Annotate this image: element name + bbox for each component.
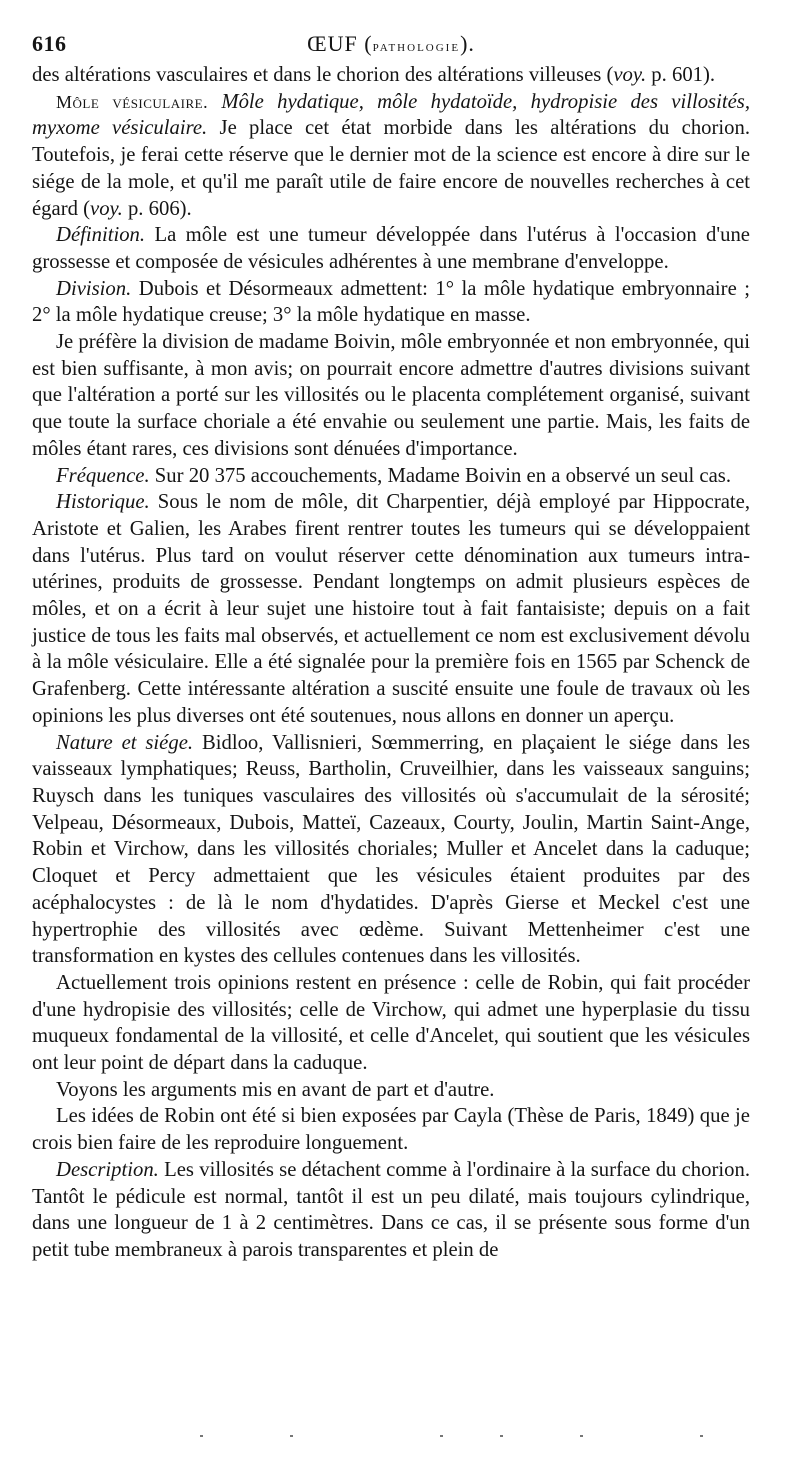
paragraph-lead: Historique. bbox=[56, 491, 150, 514]
paragraph-text: Je place cet état morbide dans les altérations du chorion. Toutefois, je ferai cette réserve que le dernier mot de la science est encore à dire sur le siége de la mole, et qu'il me paraît utile de faire encore de nouvelles recherches à cet égard ( bbox=[32, 117, 751, 220]
page-number: 616 bbox=[32, 31, 67, 56]
running-head-title: ŒUF bbox=[307, 31, 358, 56]
paragraph-robin bbox=[32, 1103, 750, 1156]
paragraph-nature-siege bbox=[32, 730, 750, 970]
paragraph-historique bbox=[32, 489, 750, 729]
paragraph-mole-vesiculaire bbox=[32, 89, 750, 223]
paragraph-text: Les villosités se détachent comme à l'ordinaire à la surface du chorion. Tantôt le pédicule est normal, tantôt il est un peu dilaté, mais toujours cylindrique, dans une longueur de 1 à 2 centimètres. Dans ce cas, il se présente sous forme d'un petit tube membraneux à parois transparentes et plein de bbox=[32, 1158, 750, 1261]
paragraph-frequence bbox=[32, 463, 750, 490]
section-heading: Môle vésiculaire. bbox=[56, 91, 209, 112]
cross-reference: voy. bbox=[90, 197, 123, 220]
speckle bbox=[580, 1435, 583, 1437]
paragraph-text: Les idées de Robin ont été si bien exposées par Cayla (Thèse de Paris, 1849) que je crois bien faire de les reproduire longuement. bbox=[32, 1105, 750, 1155]
paragraph-description bbox=[32, 1157, 750, 1264]
running-head bbox=[32, 26, 750, 65]
page-header bbox=[32, 26, 750, 62]
paragraph-text: La môle est une tumeur développée dans l'utérus à l'occasion d'une grossesse et composée de vésicules adhérentes à une membrane d'enveloppe. bbox=[32, 224, 750, 273]
speckle bbox=[440, 1435, 443, 1437]
paragraph-definition bbox=[32, 222, 750, 275]
paragraph-lead: Division. bbox=[56, 277, 132, 300]
paragraph-lead: Description. bbox=[56, 1158, 159, 1181]
scan-speckles bbox=[200, 1435, 720, 1441]
paragraph-opinions bbox=[32, 970, 750, 1077]
paragraph-lead: Définition. bbox=[56, 224, 146, 247]
running-head-paren-close: ). bbox=[460, 31, 475, 56]
paragraph-text: Sur 20 375 accouchements, Madame Boivin en a observé un seul cas. bbox=[149, 464, 732, 487]
book-page bbox=[32, 26, 750, 1446]
body-text bbox=[32, 62, 750, 1264]
speckle bbox=[290, 1435, 293, 1437]
paragraph-text: Sous le nom de môle, dit Charpentier, déjà employé par Hippocrate, Aristote et Galien, les Arabes firent rentrer toutes les tumeurs qui se développaient dans l'utérus. Plus tard on voulut réserver cette dénomination aux tumeurs intra-utérines, produits de grossesse. Pendant longtemps on admit plusieurs espèces de môles, et on a écrit à leur sujet une histoire tout à fait fantaisiste; depuis on a fait justice de tous les faits mal observés, et actuellement ce nom est exclusivement dévolu à la môle vésiculaire. Elle a été signalée pour la première fois en 1565 par Schenck de Grafenberg. Cette intéressante altération a suscité ensuite une foule de travaux où les opinions les plus diverses ont été soutenues, nous allons en donner un aperçu. bbox=[32, 491, 750, 727]
paragraph-continuation bbox=[32, 62, 750, 89]
paragraph-division bbox=[32, 276, 750, 329]
paragraph-lead: Nature et siége. bbox=[56, 731, 194, 754]
paragraph-lead: Fréquence. bbox=[56, 464, 150, 487]
paragraph-text: p. 601). bbox=[646, 64, 716, 86]
running-head-paren-open: ( bbox=[357, 31, 373, 56]
paragraph-text: des altérations vasculaires et dans le chorion des altérations villeuses ( bbox=[32, 64, 614, 86]
paragraph-text: p. 606). bbox=[122, 197, 192, 220]
paragraph-text: Actuellement trois opinions restent en présence : celle de Robin, qui fait procéder d'une hydropisie des villosités; celle de Virchow, qui admet une hyperplasie du tissu muqueux fondamental de la villosité, et celle d'Ancelet, qui soutient que les vésicules ont leur point de départ dans la caduque. bbox=[32, 971, 750, 1075]
cross-reference: voy. bbox=[613, 64, 647, 86]
paragraph-text: Bidloo, Vallisnieri, Sœmmerring, en plaçaient le siége dans les vaisseaux lymphatiques; Reuss, Bartholin, Cruveilhier, dans les vaisseaux sanguins; Ruysch dans les tuniques vasculaires des villosités où s'accumulait de la sérosité; Velpeau, Désormeaux, Dubois, Matteï, Cazeaux, Courty, Joulin, Martin Saint-Ange, Robin et Virchow, dans les villosités choriales; Muller et Ancelet dans la caduque; Cloquet et Percy admettaient que les vésicules étaient produites par des acéphalocystes : de là le nom d'hydatides. D'après Gierse et Meckel c'est une hypertrophie des villosités avec œdème. Suivant Mettenheimer c'est une transformation en kystes des cellules contenues dans les villosités. bbox=[32, 731, 750, 968]
running-head-section: pathologie bbox=[372, 39, 461, 55]
paragraph-text: Voyons les arguments mis en avant de part et d'autre. bbox=[56, 1078, 495, 1101]
speckle bbox=[200, 1435, 203, 1437]
paragraph-arguments bbox=[32, 1077, 750, 1104]
paragraph-text: Dubois et Désormeaux admettent: 1° la môle hydatique embryonnaire ; 2° la môle hydatique creuse; 3° la môle hydatique en masse. bbox=[32, 277, 750, 327]
paragraph-text: Je préfère la division de madame Boivin, môle embryonnée et non embryonnée, qui est bien suffisante, à mon avis; on pourrait encore admettre d'autres divisions suivant que l'altération a porté sur les villosités ou le placenta complétement organisé, suivant que toute la surface choriale a été envahie ou seulement une partie. Mais, les faits de môles étant rares, ces divisions sont dénuées d'importance. bbox=[32, 331, 750, 460]
speckle bbox=[700, 1435, 703, 1437]
paragraph-boivin bbox=[32, 329, 750, 463]
speckle bbox=[500, 1435, 503, 1437]
synonyms: Môle hydatique, môle hydatoïde, hydropisie des villosités, myxome vésiculaire. bbox=[32, 90, 750, 140]
